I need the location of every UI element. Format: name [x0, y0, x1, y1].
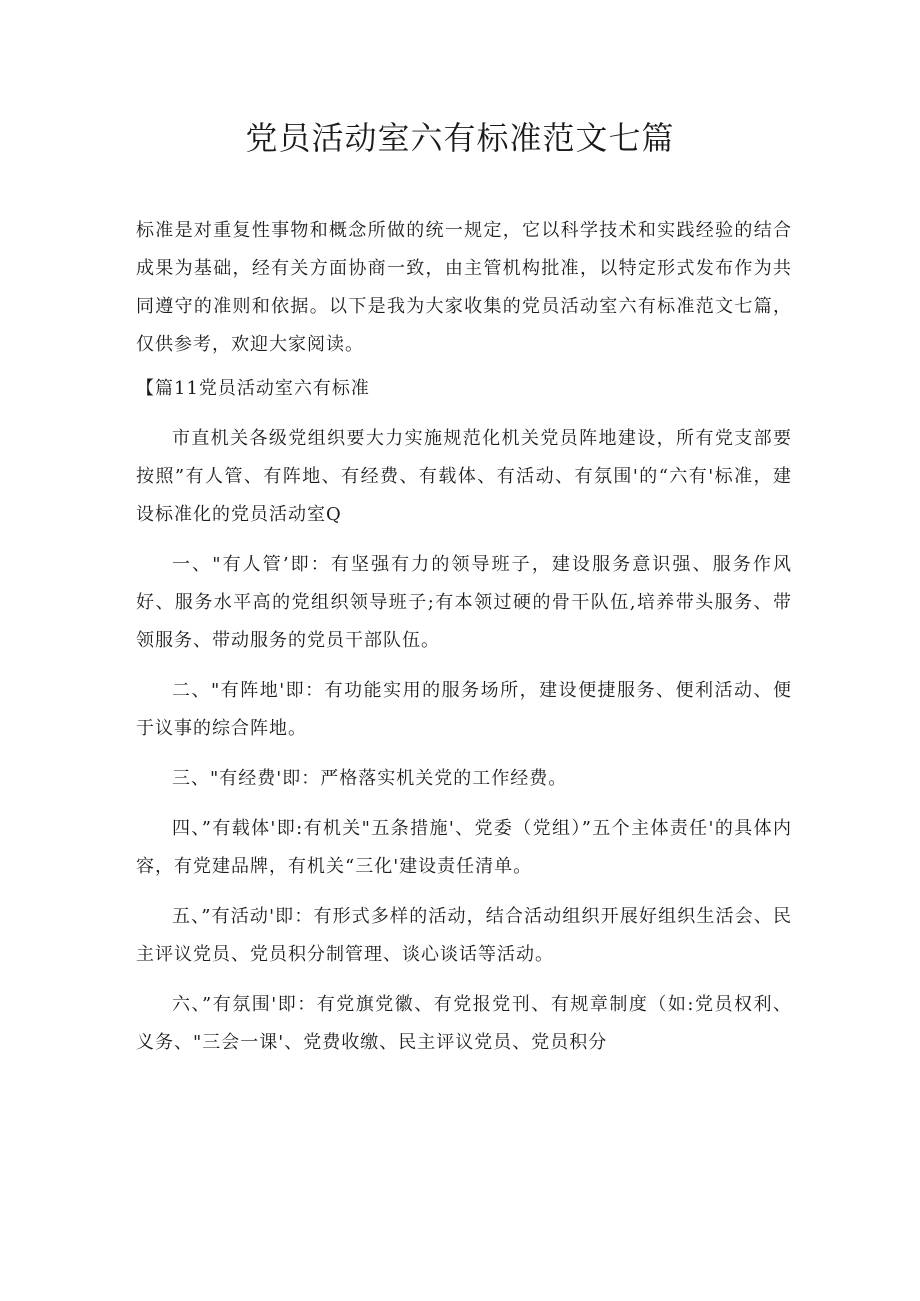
body-paragraph-2: 一、"有人管’即：有坚强有力的领导班子，建设服务意识强、服务作风好、服务水平高的党组织领导班子;有本领过硬的骨干队伍,培养带头服务、带领服务、带动服务的党员干部队伍。	[136, 554, 792, 651]
body-paragraph-5: 四、”有载体'即:有机关"五条措施'、党委（党组）”五个主体责任'的具体内容，有党建品牌，有机关“三化'建设责任清单。	[136, 818, 792, 877]
document-title: 党员活动室六有标准范文七篇	[245, 119, 675, 157]
section-heading: 【篇11党员活动室六有标准	[136, 378, 370, 399]
intro-paragraph: 标准是对重复性事物和概念所做的统一规定，它以科学技术和实践经验的结合成果为基础，经有关方面协商一致，由主管机构批准，以特定形式发布作为共同遵守的准则和依据。以下是我为大家收集的党员活动室六有标准范文七篇，仅供参考，欢迎大家阅读。	[136, 220, 792, 355]
body-paragraph-1: 市直机关各级党组织要大力实施规范化机关党员阵地建设，所有党支部要按照”有人管、有阵地、有经费、有载体、有活动、有氛围'的“六有'标准，建设标准化的党员活动室Q	[136, 428, 792, 525]
body-paragraph-7: 六、”有氛围'即：有党旗党徽、有党报党刊、有规章制度（如:党员权利、义务、"三会一课'、党费收缴、民主评议党员、党员积分	[136, 994, 792, 1053]
document-body	[136, 212, 792, 1074]
body-paragraph-3: 二、"有阵地'即：有功能实用的服务场所，建设便捷服务、便利活动、便于议事的综合阵地。	[136, 680, 792, 739]
body-paragraph-4: 三、"有经费'即：严格落实机关党的工作经费。	[172, 768, 568, 789]
body-paragraph-6: 五、”有活动'即：有形式多样的活动，结合活动组织开展好组织生活会、民主评议党员、党员积分制管理、谈心谈话等活动。	[136, 906, 792, 965]
